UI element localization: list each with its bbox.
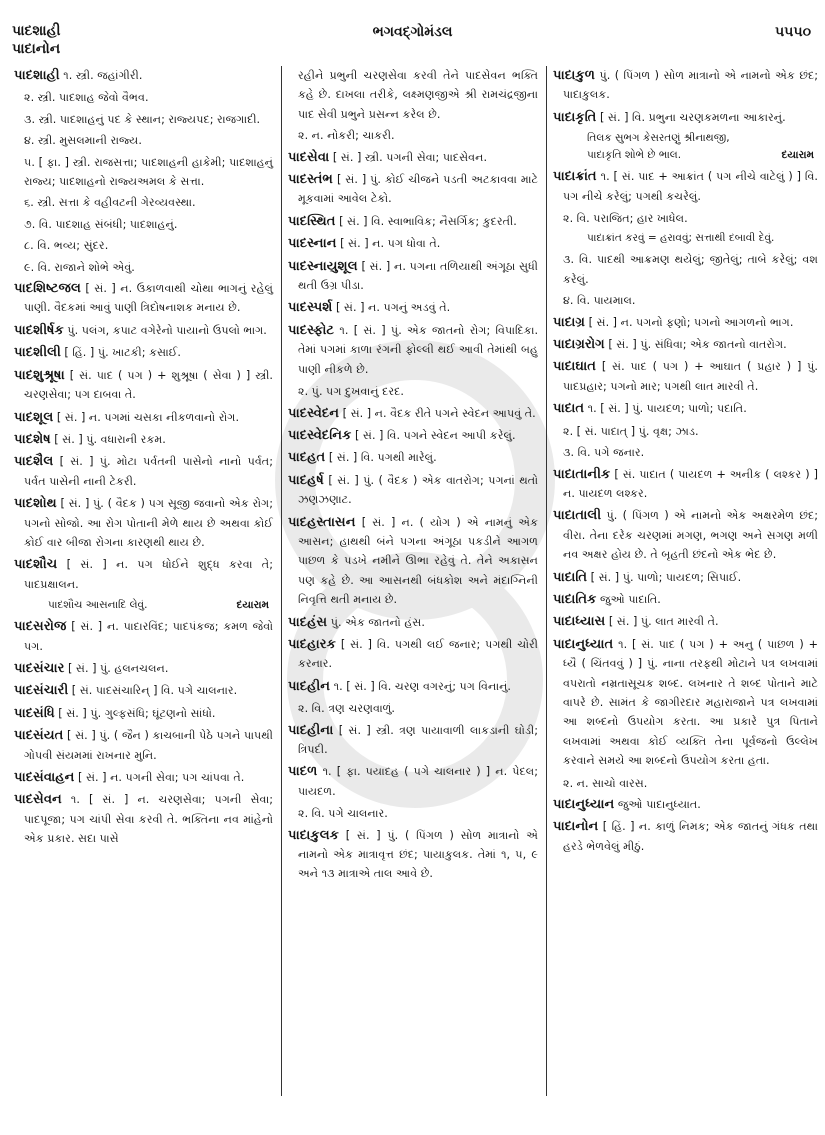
entry-headword: પાદસંધિ: [14, 705, 55, 721]
entry-headword: પાદશીલી: [14, 345, 61, 361]
quotation-line: [587, 147, 814, 164]
dictionary-entry: [14, 790, 273, 848]
entry-definition: પું. એક જાતનો હંસ.: [327, 615, 425, 629]
entry-headword: પાદાગ્ર: [553, 314, 586, 330]
entry-headword: પાદસેવા: [288, 149, 330, 165]
entry-headword: પાદસ્નાન: [288, 236, 337, 252]
entry-headword: પાદસ્વેદનિક: [288, 427, 352, 443]
entry-sense: ૯. વિ. રાજાને શોભે એવું.: [24, 260, 135, 274]
entry-definition: જુઓ પાદાતિ.: [596, 592, 661, 606]
entry-definition: [ સં. ] પું. ( વૈદક ) એક વાતરોગ; પગનાં થતો ઝણઝણાટ.: [298, 473, 538, 507]
entry-definition: [ સં. ] પું. મોટા પર્વતની પાસેનો નાનો પર્વત; પર્વત પાસેની નાની ટેકરી.: [24, 455, 273, 488]
dictionary-entry: [14, 343, 273, 362]
quotation-text: પાદશૌચ આસનાદિ લેવું.: [48, 599, 148, 612]
dictionary-entry: [14, 726, 273, 765]
dictionary-entry: [288, 404, 538, 423]
dictionary-entry: [14, 681, 273, 700]
entry-headword: પાદહારક: [288, 636, 336, 652]
guide-word-last: પાદાનોન: [12, 41, 61, 57]
entry-headword: પાદાતિ: [553, 569, 588, 585]
entry-headword: પાદસ્તંભ: [288, 172, 333, 188]
entry-sense: રહીને પ્રભુની ચરણસેવા કરવી તેને પાદસેવન ભક્તિ કહે છે. દાખલા તરીકે, લક્ષ્મણજીએ શ્રી રામચંદ્રજીના પાદ સેવી પ્રભુને પ્રસન્ન કરેલ છે.: [298, 69, 538, 121]
entry-sense: ૮. વિ. ભવ્ય; સુંદર.: [24, 239, 109, 253]
entry-definition: ૧. [ સં. પાદ + આક્રાંત ( પગ નીચે વાટેલું ) ] વિ. પગ નીચે કરેલું; પગથી કચરેલું.: [563, 170, 818, 203]
entry-definition: [ સં. ] વિ. પગને સ્વેદન આપી કરેલું.: [351, 428, 516, 442]
entry-definition: [ સં. ] ન. વૈદક રીતે પગને સ્વેદન આપવું તે.: [339, 406, 536, 420]
entry-sense: ૨. ન. નોકરી; ચાકરી.: [298, 129, 395, 143]
entry-definition: ૧. [ ફા. પયાદહ ( પગે ચાલનાર ) ] ન. પેદલ; પાયદળ.: [298, 765, 538, 798]
entry-definition: [ સં. ] ન. પગના તળિયાથી અંગૂઠા સુધી થતી ઉગ્ર પીડા.: [298, 259, 538, 293]
entry-headword: પાદાતાલી: [553, 508, 602, 524]
entry-definition: [ સં. ] પું. વધારાની રકમ.: [50, 432, 166, 446]
dictionary-entry: [14, 452, 273, 491]
dictionary-entry: [288, 321, 538, 379]
dictionary-entry: [553, 108, 818, 127]
entry-headword: પાદહસ્તાસન: [288, 514, 356, 530]
entry-definition: [ સં. ] ન. પગનું અડવું તે.: [332, 301, 451, 315]
quotation-text: પાદાકૃતિ શોભે છે ભાલ.: [587, 149, 682, 162]
dictionary-entry: [288, 762, 538, 801]
entry-sense: ૨. વિ. પગે ચાલનાર.: [298, 807, 388, 821]
quotation-line: [587, 130, 814, 147]
entry-definition: જુઓ પાદાનુધ્યાત.: [614, 798, 701, 811]
entry-headword: પાદાનુધ્યાન: [553, 797, 615, 812]
entry-definition: [ સં. ] વિ. પગથી લઈ જનાર; પગથી ચોરી કરનાર.: [298, 637, 538, 671]
entry-definition: [ સં. ] પું. લાત મારવી તે.: [605, 615, 719, 629]
dictionary-entry: [14, 408, 273, 427]
quotation-text: પાદાક્રાંત કરવું = હરાવવું; સત્તાથી દબાવી દેવું.: [587, 232, 775, 245]
entry-headword: પાદસ્ફોટ: [288, 322, 335, 338]
entry-headword: પાદસંચારી: [14, 683, 69, 699]
entry-headword: પાદહંસ: [288, 614, 328, 630]
dictionary-entry: [14, 494, 273, 552]
entry-headword: પાદશોથ: [14, 496, 57, 512]
dictionary-entry: [288, 170, 538, 209]
quotation: [14, 597, 273, 614]
quotation-line: [587, 230, 814, 247]
dictionary-entry: [288, 298, 538, 317]
dictionary-entry: [14, 321, 273, 340]
entry-definition: [ સં. ] પું. પાળો; પાયદળ; સિપાઈ.: [587, 570, 742, 584]
entry-sense: ૭. વિ. પાદશાહ સંબંધી; પાદશાહનું.: [24, 217, 178, 231]
entry-definition: [ સં. ] સ્ત્રી. ત્રણ પાયાવાળી લાકડાની ઘોડી; ત્રિપદી.: [298, 723, 538, 756]
entry-definition: [ સં. ] ન. પગની સેવા; પગ ચાંપવા તે.: [74, 771, 245, 784]
column-3: [547, 66, 820, 1096]
entry-sense: ૨. પું. પગ દુખવાનું દરદ.: [298, 385, 404, 399]
entry-headword: પાદાનોન: [553, 819, 599, 835]
entry-sense: ૨. [ સં. પાદાત્ ] પું. વૃક્ષ; ઝાડ.: [563, 424, 699, 438]
entry-headword: પાદશીર્ષક: [14, 322, 64, 338]
quotation-line: [48, 597, 269, 614]
quotation: [553, 230, 818, 247]
page-number: ૫૫૫૦: [774, 24, 811, 40]
dictionary-entry: [288, 148, 538, 167]
entry-definition: [ સં. પાદાત ( પાયદળ + અનીક ( લશ્કર ) ] ન. પાયદળ લશ્કર.: [563, 467, 818, 500]
dictionary-entry: [553, 167, 818, 206]
entry-headword: પાદહીન: [288, 678, 331, 694]
entry-headword: પાદહત: [288, 450, 326, 466]
dictionary-entry: [288, 635, 538, 674]
entry-headword: પાદાતાનીક: [553, 466, 611, 482]
entry-definition: [ સં. ] પું. સંધિવા; એક જાતનો વાતરોગ.: [604, 338, 787, 352]
dictionary-entry: [288, 826, 538, 884]
entry-definition: ૧. [ સં. ] ન. ચરણસેવા; પગની સેવા; પાદપૂજા; પગ ચાંપી સેવા કરવી તે. ભક્તિના નવ માંહેનો એક પ્રકાર. સદા પાસે: [24, 793, 273, 846]
entry-definition: [ સં. ] પું. કોઈ ચીજને પડતી અટકાવવા માટે મૂકવામાં આવેલ ટેકો.: [298, 173, 538, 206]
entry-definition: [ સં. ] પું. ગુલ્ફસંધિ; ઘૂંટણનો સાંધો.: [54, 706, 216, 720]
entry-definition: [ સં. ] પું. ( પિંગળ ) સોળ માત્રાનો એ નામનો એક માત્રાવૃત્ત છંદ; પાયાકુલક. તેમાં ૧, ૫, ૯ અને ૧૩ માત્રાએ તાલ આવે છે.: [298, 828, 538, 881]
entry-sense: ૪. સ્ત્રી. મુસલમાની રાજ્ય.: [24, 134, 142, 148]
page-header: [0, 0, 825, 62]
entry-headword: પાદશુશ્રૂષા: [14, 367, 65, 383]
entry-headword: પાદસ્વેદન: [288, 405, 340, 421]
entry-headword: પાદાકૃતિ: [553, 109, 597, 125]
entry-headword: પાદસંચાર: [14, 660, 65, 676]
entry-headword: પાદશૌચ: [14, 557, 58, 573]
entry-sense: ૨. વિ. પરાજિત; હાર ખાધેલ.: [563, 212, 688, 226]
entry-headword: પાદાધ્યાસ: [553, 614, 606, 630]
dictionary-entry: [553, 399, 818, 418]
guide-word-first: પાદશાહી: [12, 23, 61, 39]
entry-definition: ૧. [ સં. ] પું. પાયદળ; પાળો; પદાતિ.: [584, 402, 747, 416]
entry-headword: પાદાતિક: [553, 591, 597, 607]
entry-definition: [ સં. ] વિ. પ્રભુના ચરણકમળના આકારનું.: [596, 110, 786, 124]
quotation-attribution: દયારામ: [236, 599, 269, 612]
dictionary-entry: [14, 430, 273, 449]
dictionary-entry: [553, 635, 818, 771]
dictionary-entry: [288, 234, 538, 253]
entry-headword: પાદાનુધ્યાત: [553, 636, 614, 652]
dictionary-entry: [288, 471, 538, 510]
entry-headword: પાદાત: [553, 401, 585, 417]
quotation: [553, 130, 818, 164]
entry-headword: પાદાઘાત: [553, 359, 596, 375]
column-1: [10, 66, 282, 1096]
dictionary-columns: [10, 66, 820, 1096]
entry-sense: ૨. ન. સાચો વારસ.: [563, 776, 648, 790]
entry-headword: પાદશૂલ: [14, 409, 54, 425]
dictionary-entry: [14, 66, 273, 85]
dictionary-entry: [288, 426, 538, 445]
dictionary-entry: [288, 677, 538, 696]
entry-definition: [ હિં. ] પું. ખાટકી; કસાઈ.: [60, 346, 181, 360]
entry-definition: [ સં. ] પું. ( જૈન ) કાચબાની પેઠે પગને પાપથી ગોપવી સંયમમાં રાખનાર મુનિ.: [24, 729, 273, 762]
entry-headword: પાદાગ્રરોગ: [553, 337, 605, 353]
dictionary-entry: [14, 555, 273, 594]
entry-headword: પાદશાહી: [14, 68, 60, 83]
dictionary-entry: [553, 335, 818, 354]
entry-sense: ૫. [ ફા. ] સ્ત્રી. રાજસત્તા; પાદશાહની હાકેમી; પાદશાહનું રાજ્ય; પાદશાહનો રાજ્યઅમલ કે સત્તા.: [24, 155, 273, 189]
dictionary-entry: [553, 465, 818, 504]
dictionary-entry: [553, 66, 818, 105]
entry-definition: [ સં. ] ન. પાદારવિંદ; પાદપંકજ; કમળ જેવો પગ.: [24, 620, 273, 653]
entry-headword: પાદસંવાહન: [14, 770, 75, 785]
entry-headword: પાદસેવન: [14, 792, 62, 808]
dictionary-entry: [288, 613, 538, 632]
entry-sense: ૨. વિ. ત્રણ ચરણવાળું.: [298, 702, 395, 716]
dictionary-entry: [288, 257, 538, 296]
dictionary-entry: [553, 313, 818, 332]
dictionary-entry: [14, 704, 273, 723]
dictionary-entry: [553, 357, 818, 396]
dictionary-entry: [14, 617, 273, 656]
entry-definition: [ સં. ] પું. ( વૈદક ) પગ સૂજી જવાનો એક રોગ; પગનો સોજો. આ રોગ પોતાની મેળે થાય છે અથવા કોઈ કોઈ વાર બીજા રોગના કારણથી થાય છે.: [24, 497, 273, 549]
dictionary-entry: [14, 366, 273, 405]
entry-sense: ૩. વિ. પાદથી આક્રમણ થયેલું; જીતેલું; તાબે કરેલું; વશ કરેલું.: [563, 253, 818, 286]
entry-definition: [ સં. પાદસંચારિન્ ] વિ. પગે ચાલનાર.: [68, 684, 238, 698]
entry-sense: ૬. સ્ત્રી. સત્તા કે વહીવટની ગેરવ્યવસ્થા.: [24, 196, 196, 210]
entry-definition: ૧. [ સં. ] વિ. ચરણ વગરનું; પગ વિનાનું.: [330, 679, 511, 693]
entry-headword: પાદશિષ્ટજલ: [14, 281, 81, 297]
entry-headword: પાદહીના: [288, 722, 334, 738]
dictionary-entry: [553, 795, 818, 814]
dictionary-entry: [553, 817, 818, 856]
entry-definition: [ સં. ] સ્ત્રી. પગની સેવા; પાદસેવન.: [329, 150, 487, 164]
entry-definition: [ સં. પાદ ( પગ ) + શુશ્રૂષા ( સેવા ) ] સ્ત્રી. ચરણસેવા; પગ દાબવા તે.: [24, 368, 273, 402]
entry-definition: [ સં. ] પું. હલનચલન.: [64, 661, 169, 675]
entry-definition: [ સં. ] વિ. સ્વાભાવિક; નૈસર્ગિક; કુદરતી.: [335, 214, 517, 228]
dictionary-entry: [288, 212, 538, 231]
entry-headword: પાદસ્પર્શ: [288, 300, 333, 316]
entry-definition: [ સં. પાદ ( પગ ) + આઘાત ( પ્રહાર ) ] પું. પાદપ્રહાર; પગનો માર; પગથી લાત મારવી તે.: [563, 360, 818, 393]
entry-sense: ૩. વિ. પગે જનાર.: [563, 446, 645, 460]
quotation-text: તિલક સુભગ કેસરતણું શ્રીનાથજી,: [587, 132, 730, 145]
entry-definition: [ સં. ] ન. પગમાં ચસકા નીકળવાનો રોગ.: [53, 410, 240, 424]
entry-headword: પાદશૈલ: [14, 454, 54, 470]
entry-definition: [ સં. ] ન. ( યોગ ) એ નામનું એક આસન; હાથથી બંને પગના અંગૂઠા પકડીને આગળ પાછળ કે પડખે નમીને ઊભા રહેવું તે. તેને અકાસન પણ કહે છે. આ આસનથી બંધકોશ અને મંદાગ્નિની નિવૃત્તિ થતી મનાય છે.: [298, 515, 538, 607]
entry-headword: પાદસરોજ: [14, 619, 67, 635]
dictionary-entry: [553, 506, 818, 564]
entry-headword: પાદસ્નાયુશૂલ: [288, 258, 358, 274]
entry-definition: ૧. [ સં. ] પું. એક જાતનો રોગ; વિપાદિકા. તેમાં પગમાં કાળા રંગની ફોલ્લી થઈ આવી તેમાંથી બહુ પાણી નીકળે છે.: [298, 323, 538, 376]
entry-headword: પાદશેષ: [14, 431, 51, 447]
entry-headword: પાદાકુલક: [288, 827, 339, 843]
entry-definition: પું. પલંગ, કપાટ વગેરેનો પાયાનો ઉપલો ભાગ.: [63, 323, 267, 337]
dictionary-entry: [553, 590, 818, 609]
dictionary-entry: [288, 448, 538, 467]
entry-headword: પાદસંયત: [14, 728, 64, 744]
entry-definition: પું. ( પિંગળ ) સોળ માત્રાનો એ નામનો એક છંદ; પાદાકુલક.: [563, 69, 818, 102]
entry-sense: ૩. સ્ત્રી. પાદશાહનું પદ કે સ્થાન; રાજ્યપદ; રાજગાદી.: [24, 112, 261, 126]
dictionary-entry: [14, 279, 273, 318]
entry-definition: પું. ( પિંગળ ) એ નામનો એક અક્ષરમેળ છંદ; વીરા. તેના દરેક ચરણમાં મગણ, ભગણ અને સગણ મળી નવ અક્ષર હોય છે. તે બૃહતી છંદનો એક ભેદ છે.: [563, 509, 818, 562]
entry-definition: [ સં. ] ન. પગ ધોવા તે.: [336, 237, 441, 251]
entry-sense: ૪. વિ. પાયમાલ.: [563, 294, 636, 308]
running-title: ભગવદ્ગોમંડલ: [372, 24, 453, 40]
entry-headword: પાદાકુળ: [553, 68, 595, 83]
entry-definition: ૧. સ્ત્રી. જહાંગીરી.: [59, 69, 143, 82]
dictionary-entry: [14, 768, 273, 787]
dictionary-entry: [14, 659, 273, 678]
entry-definition: [ હિં. ] ન. કાળું નિમક; એક જાતનું ગંધક તથા હરડે ભેળવેલું મીઠું.: [563, 820, 818, 853]
column-2: [282, 66, 547, 1096]
entry-definition: [ સં. ] ન. પગનો ફણો; પગનો આગળનો ભાગ.: [585, 315, 794, 329]
entry-definition: [ સં. ] ન. પગ ધોઈને શુદ્ધ કરવા તે; પાદપ્રક્ષાલન.: [24, 558, 273, 591]
quotation-attribution: દયારામ: [781, 149, 814, 162]
entry-definition: [ સં. ] વિ. પગથી મારેલું.: [325, 451, 437, 465]
dictionary-entry: [553, 568, 818, 587]
dictionary-entry: [288, 721, 538, 760]
entry-definition: [ સં. ] ન. ઉકાળવાથી ચોથા ભાગનું રહેલું પાણી. વૈદકમાં આવું પાણી ત્રિદોષનાશક મનાય છે.: [24, 282, 273, 315]
entry-headword: પાદહર્ષ: [288, 472, 324, 488]
entry-definition: ૧. [ સં. પાદ ( પગ ) + અનુ ( પાછળ ) + ધ્યૈ ( ચિંતવવું ) ] પું. નાના તરફથી મોટાને પત્ર લખવામાં વપરાતો નમ્રતાસૂચક શબ્દ. લખનાર તે શબ્દ પોતાને માટે વાપરે છે. સામંત કે જાગીરદાર મહારાજાને પત્ર લખવામાં આ શબ્દનો ઉપયોગ કરતા. આ પ્રકારે પુત્ર પિતાને લખવામાં અથવા કોઈ વ્યક્તિ તેના પૂર્વજનો ઉલ્લેખ કરવાને સમયે આ શબ્દનો ઉપયોગ કરતા હતા.: [563, 637, 818, 768]
entry-headword: પાદસ્થિત: [288, 213, 336, 229]
entry-headword: પાદળ: [288, 764, 318, 780]
entry-sense: ૨. સ્ત્રી. પાદશાહ જેવો વૈભવ.: [24, 91, 149, 105]
dictionary-entry: [288, 513, 538, 610]
entry-headword: પાદાક્રાંત: [553, 169, 597, 185]
dictionary-entry: [553, 612, 818, 631]
